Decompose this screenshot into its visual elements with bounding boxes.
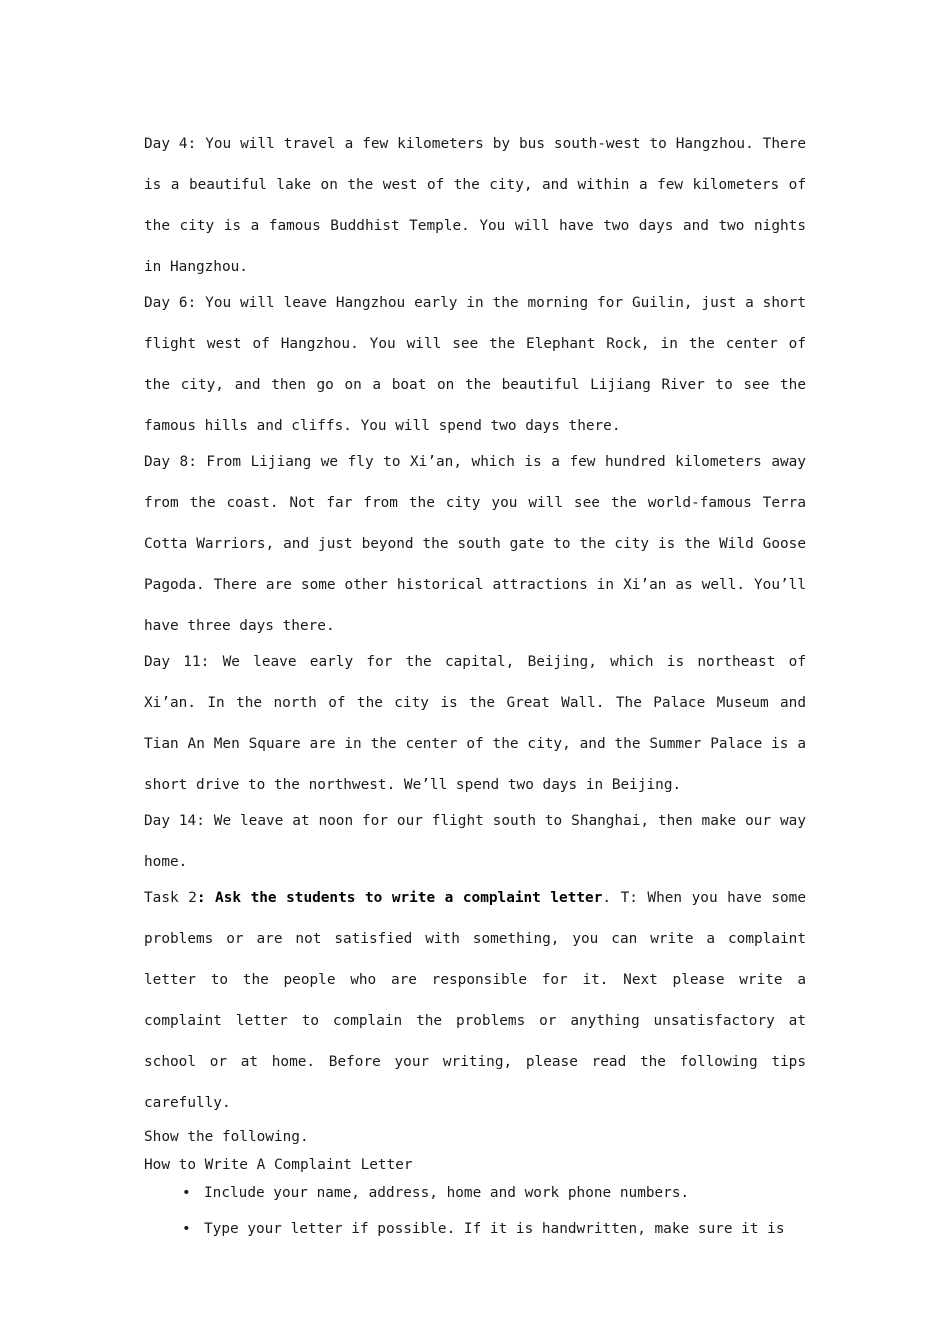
paragraph-day-6: Day 6: You will leave Hangzhou early in the morning for Guilin, just a short flight west of Hangzhou. You will see the Elephant Rock, in the center of the city, and then go on a boat on the beautiful Lijiang River to see the famous hills and cliffs. You will spend two days there. bbox=[144, 295, 806, 434]
task-2-label: Task 2 bbox=[144, 890, 197, 906]
how-to-title: How to Write A Complaint Letter bbox=[144, 1157, 413, 1173]
paragraph-day-8: Day 8: From Lijiang we fly to Xi’an, which is a few hundred kilometers away from the coast. Not far from the city you will see the world-famous Terra Cotta Warriors, and just beyond the south gate to the city is the Wild Goose Pagoda. There are some other historical attractions in Xi’an as well. You’ll have three days there. bbox=[144, 454, 806, 634]
paragraph-day-14: Day 14: We leave at noon for our flight south to Shanghai, then make our way home. bbox=[144, 813, 806, 870]
tip-text: Type your letter if possible. If it is handwritten, make sure it is bbox=[204, 1221, 785, 1237]
task-2-heading: : Ask the students to write a complaint letter bbox=[196, 890, 603, 906]
paragraph-task-2 bbox=[144, 878, 806, 1124]
task-2-body: . T: When you have some problems or are not satisfied with something, you can write a complaint letter to the people who are responsible for it. Next please write a complaint letter to complain the problems or anything unsatisfactory at school or at home. Before your writing, please read the following tips carefully. bbox=[144, 890, 806, 1111]
bullet-icon: • bbox=[182, 1185, 191, 1201]
tips-list bbox=[144, 1183, 806, 1239]
tip-item bbox=[182, 1183, 806, 1203]
paragraph-show-following: Show the following. bbox=[144, 1129, 309, 1145]
paragraph-day-4: Day 4: You will travel a few kilometers by bus south-west to Hangzhou. There is a beautiful lake on the west of the city, and within a few kilometers of the city is a famous Buddhist Temple. You will have two days and two nights in Hangzhou. bbox=[144, 136, 806, 275]
document-page bbox=[144, 124, 806, 1255]
bullet-icon: • bbox=[182, 1221, 191, 1237]
tip-item bbox=[182, 1219, 806, 1239]
paragraph-day-11: Day 11: We leave early for the capital, Beijing, which is northeast of Xi’an. In the north of the city is the Great Wall. The Palace Museum and Tian An Men Square are in the center of the city, and the Summer Palace is a short drive to the northwest. We’ll spend two days in Beijing. bbox=[144, 654, 806, 793]
tip-text: Include your name, address, home and work phone numbers. bbox=[204, 1185, 690, 1201]
